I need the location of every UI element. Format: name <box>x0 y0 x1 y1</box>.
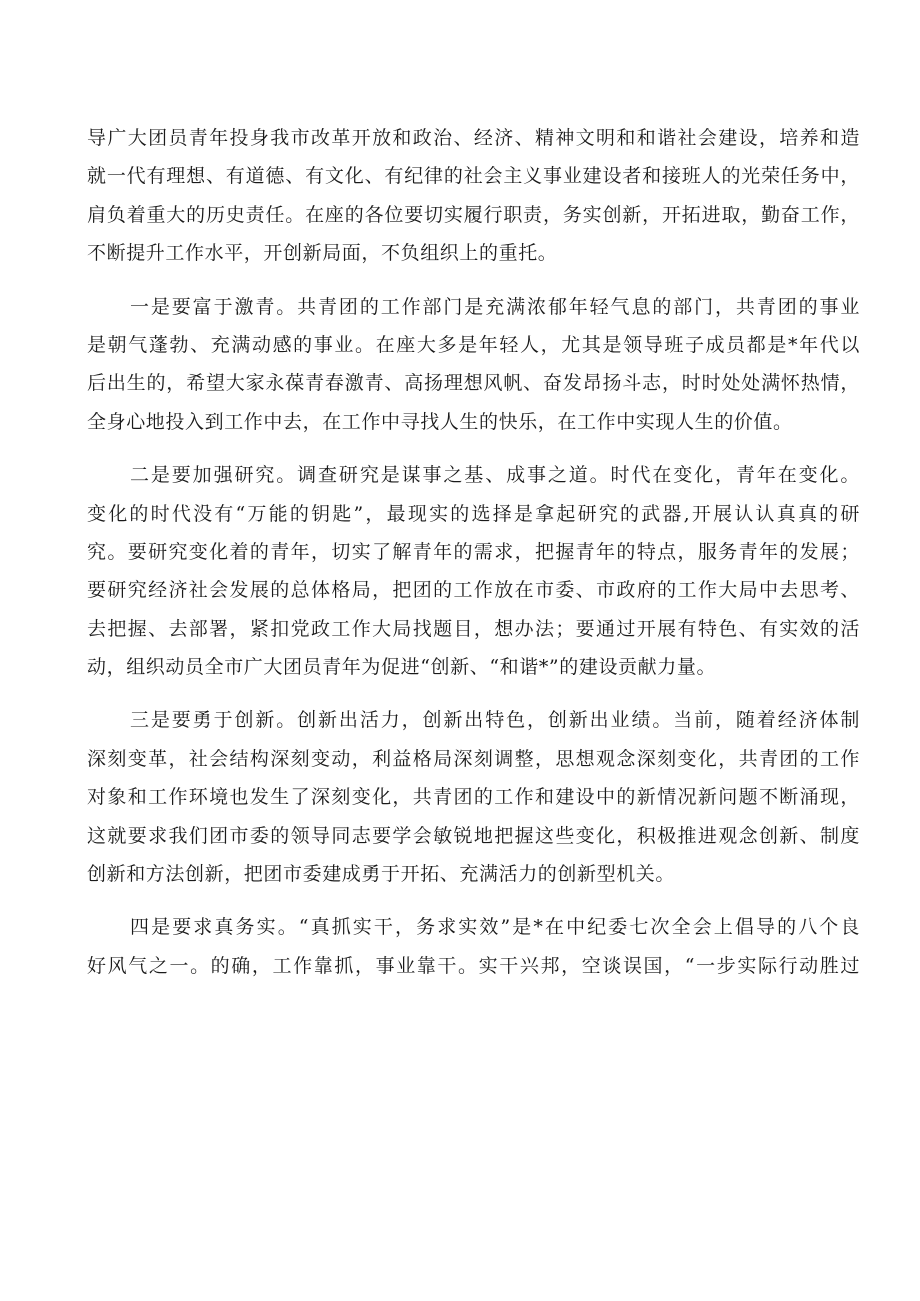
text-line: 去把握、去部署，紧扣党政工作大局找题目，想办法；要通过开展有特色、有实效的活 <box>87 617 860 640</box>
text-line: 变化的时代没有“万能的钥匙”，最现实的选择是拿起研究的武器,开展认认真真的研 <box>87 502 860 525</box>
text-line: 四是要求真务实。“真抓实干，务求实效”是*在中纪委七次全会上倡导的八个良 <box>130 916 860 939</box>
text-line: 对象和工作环境也发生了深刻变化，共青团的工作和建设中的新情况新问题不断涌现， <box>87 786 860 809</box>
text-line: 三是要勇于创新。创新出活力，创新出特色，创新出业绩。当前，随着经济体制 <box>130 709 860 732</box>
paragraph-pragmatism <box>87 908 860 985</box>
text-line: 后出生的，希望大家永葆青春激青、高扬理想风帆、奋发昂扬斗志，时时处处满怀热情， <box>87 372 860 395</box>
text-line: 创新和方法创新，把团市委建成勇于开拓、充满活力的创新型机关。 <box>87 863 676 886</box>
text-line: 肩负着重大的历史责任。在座的各位要切实履行职责，务实创新，开拓进取，勤奋工作， <box>87 203 860 226</box>
text-line: 全身心地投入到工作中去，在工作中寻找人生的快乐，在工作中实现人生的价值。 <box>87 410 793 433</box>
text-line: 好风气之一。的确，工作靠抓，事业靠干。实干兴邦，空谈误国，“一步实际行动胜过 <box>87 954 860 977</box>
text-line: 究。要研究变化着的青年，切实了解青年的需求，把握青年的特点，服务青年的发展； <box>87 540 860 563</box>
paragraph-intro-continuation <box>87 119 860 273</box>
text-line: 这就要求我们团市委的领导同志要学会敏锐地把握这些变化，积极推进观念创新、制度 <box>87 824 860 847</box>
text-line: 一是要富于激青。共青团的工作部门是充满浓郁年轻气息的部门，共青团的事业 <box>130 295 860 318</box>
text-line: 二是要加强研究。调查研究是谋事之基、成事之道。时代在变化，青年在变化。 <box>130 464 860 487</box>
paragraph-research <box>87 456 860 686</box>
document-page <box>87 119 860 1000</box>
text-line: 就一代有理想、有道德、有文化、有纪律的社会主义事业建设者和接班人的光荣任务中， <box>87 165 860 188</box>
text-line: 不断提升工作水平，开创新局面，不负组织上的重托。 <box>87 242 558 265</box>
text-line: 深刻变革，社会结构深刻变动，利益格局深刻调整，思想观念深刻变化，共青团的工作 <box>87 747 860 770</box>
text-line: 导广大团员青年投身我市改革开放和政治、经济、精神文明和和谐社会建设，培养和造 <box>87 127 860 149</box>
text-line: 要研究经济社会发展的总体格局，把团的工作放在市委、市政府的工作大局中去思考、 <box>87 579 860 602</box>
paragraph-innovation <box>87 701 860 893</box>
text-line: 是朝气蓬勃、充满动感的事业。在座大多是年轻人，尤其是领导班子成员都是*年代以 <box>87 333 860 356</box>
text-line: 动，组织动员全市广大团员青年为促进“创新、“和谐*”的建设贡献力量。 <box>87 656 717 679</box>
paragraph-passion <box>87 288 860 442</box>
